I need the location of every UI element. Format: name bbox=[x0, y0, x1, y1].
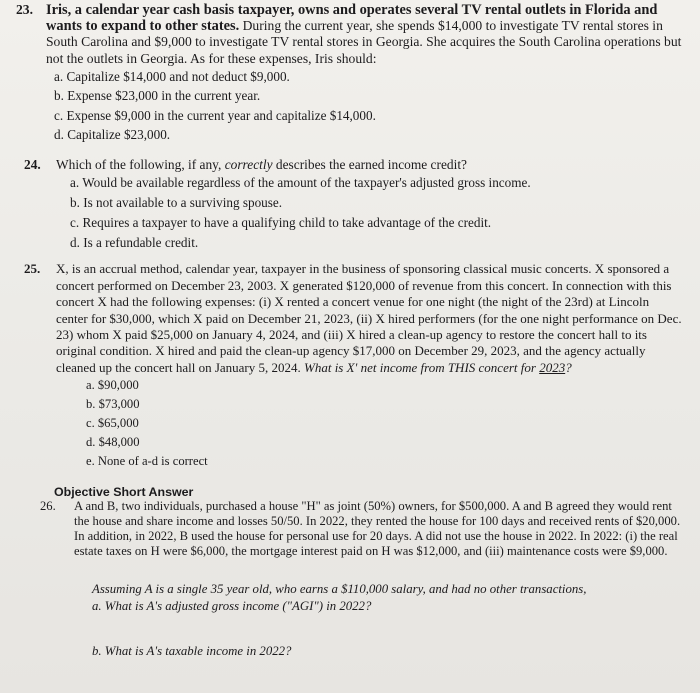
question-prompt: What is X' net income from THIS concert for bbox=[304, 359, 540, 375]
question-24 bbox=[24, 157, 684, 254]
question-25 bbox=[24, 261, 684, 471]
question-number: 26. bbox=[40, 499, 56, 514]
answer-options bbox=[70, 173, 684, 253]
question-body-text: X, is an accrual method, calendar year, taxpayer in the business of sponsoring classical music concerts. X sponsored a concert performed on December 23, 2003. X generated $120,000 of revenue from this concert. In connection with this concert X had the following expenses: (i) X rented a concert venue for one night (the night of the 23rd) at Lincoln center for $30,000, which X paid on December 21, 2023, (ii) X hired performers (for the one night performance on Dec. 23) whom X paid $25,000 on January 4, 2024, and (iii) X hired a clean-up agency to restore the concert hall to its original condition. X hired and paid the clean-up agency $17,000 on December 29, 2023, and the agency actually cleaned up the concert hall on January 5, 2024. bbox=[56, 261, 682, 375]
question-text-after: describes the earned income credit? bbox=[272, 156, 467, 172]
question-text-before: Which of the following, if any, bbox=[56, 156, 225, 172]
question-assumption: Assuming A is a single 35 year old, who earns a $110,000 salary, and had no other transactions, bbox=[92, 582, 587, 597]
question-text bbox=[46, 2, 684, 67]
answer-option-e: e. None of a-d is correct bbox=[86, 454, 208, 469]
question-rest-text: During the current year, she spends $14,000 to investigate TV rental stores in South Carolina and $9,000 to investigate TV rental stores in Georgia. She acquires the South Carolina operations but not the outlets in Georgia. As for these expenses, Iris should: bbox=[46, 18, 682, 66]
answer-option-d: d. Is a refundable credit. bbox=[70, 235, 199, 251]
question-lead-text: Iris, a calendar year cash basis taxpayer, owns and operates several TV rental outlets in Florida and wants to expand to other states. bbox=[46, 2, 658, 35]
question-number: 23. bbox=[16, 2, 33, 17]
answer-option-b: b. $73,000 bbox=[86, 397, 140, 412]
answer-option-b: b. Is not available to a surviving spouse. bbox=[70, 195, 283, 211]
question-year: 2023 bbox=[539, 359, 566, 375]
answer-option-b: b. Expense $23,000 in the current year. bbox=[54, 88, 261, 104]
section-title: Objective Short Answer bbox=[54, 485, 194, 500]
question-number: 25. bbox=[24, 261, 41, 277]
answer-option-d: d. $48,000 bbox=[86, 435, 140, 450]
answer-option-a: a. Would be available regardless of the amount of the taxpayer's adjusted gross income. bbox=[70, 175, 531, 191]
question-26 bbox=[16, 499, 684, 660]
question-text bbox=[56, 157, 684, 174]
answer-options bbox=[86, 376, 684, 471]
answer-options bbox=[54, 67, 684, 145]
question-23 bbox=[16, 2, 684, 145]
answer-option-a: a. Capitalize $14,000 and not deduct $9,000. bbox=[54, 68, 290, 84]
question-part-b: b. What is A's taxable income in 2022? bbox=[92, 644, 292, 659]
answer-option-c: c. Requires a taxpayer to have a qualifying child to take advantage of the credit. bbox=[70, 215, 492, 231]
answer-option-c: c. $65,000 bbox=[86, 416, 139, 431]
question-number: 24. bbox=[24, 156, 41, 172]
question-end: ? bbox=[565, 359, 572, 375]
answer-option-c: c. Expense $9,000 in the current year and capitalize $14,000. bbox=[54, 107, 376, 123]
question-text: A and B, two individuals, purchased a house "H" as joint (50%) owners, for $500,000. A and B agreed they would rent the house and share income and losses 50/50. In 2022, they rented the house for 100 days and received rents of $20,000. In addition, in 2022, B used the house for personal use for 20 days. A did not use the house in 2022. In 2022: (i) the real estate taxes on H were $6,000, the mortgage interest paid on H was $12,000, and (iii) maintenance costs were $9,000. bbox=[74, 499, 681, 559]
question-text-emphasis: correctly bbox=[224, 156, 273, 172]
answer-option-d: d. Capitalize $23,000. bbox=[54, 127, 171, 143]
answer-option-a: a. $90,000 bbox=[86, 378, 139, 393]
question-part-a: a. What is A's adjusted gross income ("AGI") in 2022? bbox=[92, 599, 372, 614]
question-text bbox=[56, 261, 684, 376]
